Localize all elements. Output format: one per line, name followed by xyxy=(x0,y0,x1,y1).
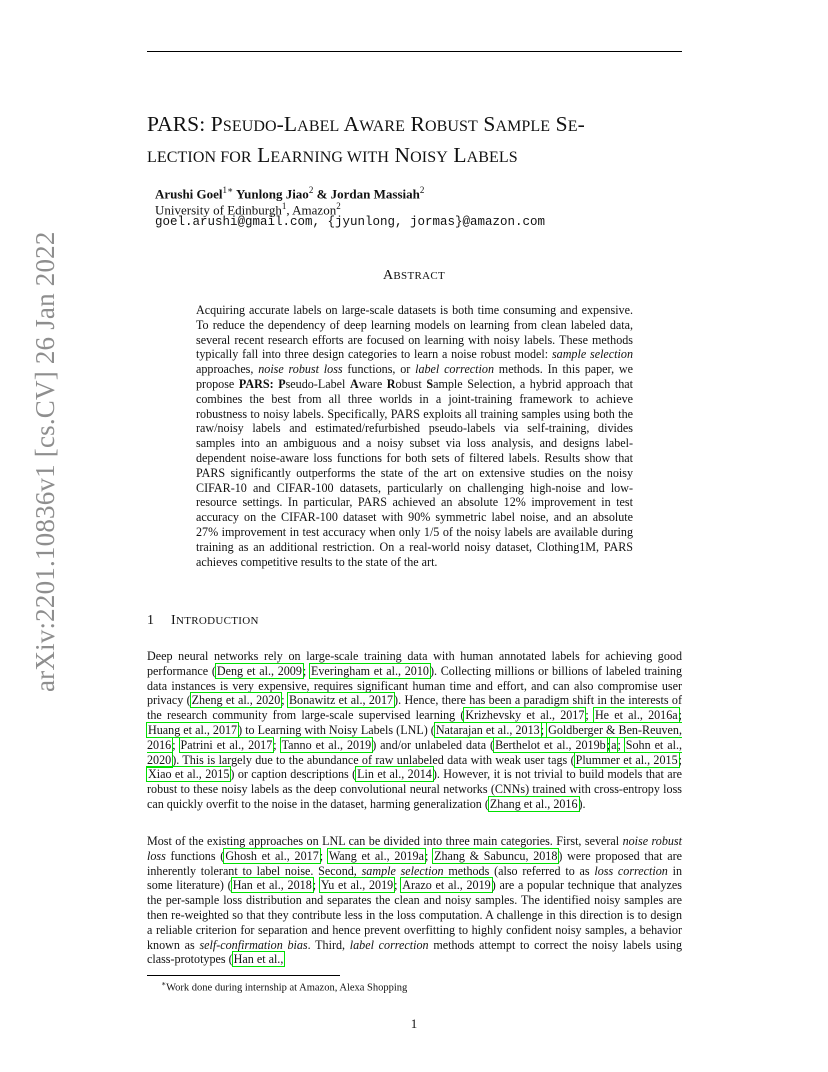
paragraph-text: ) are a popular technique that analyzes the per-sample loss distribution and separates the clean and noisy samples. The identified noisy samples are then re-weighted so that they contribute less in the loss computation. A challenge in this direction is to design a reliable criterion for separation and hence prevent overfitting to highly confident noisy samples, a behavior known as xyxy=(147,878,682,952)
citation-link[interactable]: Plummer et al., 2015 xyxy=(575,752,678,767)
paper-title xyxy=(147,110,692,172)
intro-paragraph-1 xyxy=(147,649,682,812)
separator: ; xyxy=(312,878,320,893)
paragraph-text: in some literature) ( xyxy=(147,863,682,893)
citation-link[interactable]: Wang et al., 2019a xyxy=(328,848,424,863)
top-rule xyxy=(147,51,682,52)
paragraph-text: Most of the existing approaches on LNL can be divided into three main categories. First, several xyxy=(147,834,623,848)
affiliation-2: Amazon xyxy=(292,202,337,218)
paragraph-emph: self-confirmation bias xyxy=(199,937,308,952)
separator: ; xyxy=(678,752,682,767)
section-number: 1 xyxy=(147,613,155,628)
author-1-affil: 1 xyxy=(222,185,228,195)
footnote xyxy=(161,977,407,995)
citation-link[interactable]: Han et al., xyxy=(233,952,284,967)
intro-paragraph-2 xyxy=(147,834,682,967)
separator: ; xyxy=(394,878,402,893)
citation-link[interactable]: Berthelot et al., 2019b xyxy=(495,737,606,752)
abstract-bold: S xyxy=(426,376,434,391)
citation-link[interactable]: Lin et al., 2014 xyxy=(357,767,432,782)
paragraph-text: ). xyxy=(578,796,586,811)
footnote-mark: ∗ xyxy=(161,979,167,988)
author-amp: & xyxy=(316,186,328,202)
citation-link[interactable]: Patrini et al., 2017 xyxy=(180,737,273,752)
citation-link[interactable]: Arazo et al., 2019 xyxy=(402,878,491,893)
author-2-affil: 2 xyxy=(308,185,314,195)
citation-link[interactable]: Xiao et al., 2015 xyxy=(148,767,230,782)
abstract-emph: sample selection xyxy=(551,347,633,362)
citation-link[interactable]: a xyxy=(611,737,617,752)
section-heading-introduction: 1 INTRODUCTION xyxy=(147,613,259,628)
separator: ; xyxy=(540,722,548,737)
citation-link[interactable]: Ghosh et al., 2017 xyxy=(225,848,319,863)
abstract-bold: PARS: P xyxy=(238,376,286,391)
paragraph-emph: noise robust loss xyxy=(147,834,682,863)
separator: ; xyxy=(172,737,180,752)
arxiv-watermark: arXiv:2201.10836v1 [cs.CV] 26 Jan 2022 xyxy=(30,231,60,692)
abstract-heading: ABSTRACT xyxy=(382,268,446,283)
abstract-body xyxy=(196,303,633,569)
separator: ; xyxy=(585,708,594,723)
citation-link[interactable]: Everingham et al., 2010 xyxy=(310,663,429,678)
abstract-text: ware xyxy=(358,376,387,391)
abstract-text: ample Selection, a hybrid approach that combines the best from all three worlds in a joint-training framework to achieve robustness to noisy labels. Specifically, PARS exploits all training samples using both the raw/noisy labels and estimated/refurbished pseudo-labels via self-training, divides samples into an ambiguous and a noisy subset via loss analysis, and designs label-dependent noise-aware loss functions for both sets of filtered labels. Results show that PARS significantly outperforms the state of the art on extensive studies on the noisy CIFAR-10 and CIFAR-100 datasets, particularly on challenging high-noise and low-resource settings. In particular, PARS achieved an absolute 12% improvement in test accuracy on the CIFAR-100 dataset with 90% symmetric label noise, and an absolute 27% improvement in test accuracy when only 1/5 of the noisy labels are available during training as an additional restriction. On a real-world noisy dataset, Clothing1M, PARS achieves competitive results to the state of the art. xyxy=(196,376,634,569)
citation-link[interactable]: He et al., 2016a xyxy=(594,708,678,723)
paragraph-text: functions ( xyxy=(165,848,225,863)
author-1: Arushi Goel xyxy=(155,186,223,202)
abstract-text: obust xyxy=(395,376,427,391)
separator: ; xyxy=(281,693,288,708)
citation-link[interactable]: Deng et al., 2009 xyxy=(216,663,302,678)
separator: ; xyxy=(302,663,310,678)
affiliations: University of Edinburgh$^1$, Amazon$^2$ xyxy=(155,201,341,218)
paragraph-text: ). Collecting millions or billions of labeled training data instances is very expensive, requires significant human time and effort, and can also compromise user privacy ( xyxy=(147,663,682,708)
abstract-text: functions, or xyxy=(342,362,416,377)
separator: ; xyxy=(617,737,625,752)
footnote-rule xyxy=(147,975,340,976)
citation-link[interactable]: Zhang & Sabuncu, 2018 xyxy=(434,848,558,863)
footnote-text: Work done during internship at Amazon, Alexa Shopping xyxy=(166,982,408,994)
paragraph-text: ) and/or unlabeled data ( xyxy=(372,737,495,752)
paragraph-text: methods (also referred to as xyxy=(443,863,595,878)
author-1-footnote-mark: ∗ xyxy=(227,185,234,195)
citation-link[interactable]: Zhang et al., 2016 xyxy=(489,796,578,811)
citation-link[interactable]: Krizhevsky et al., 2017 xyxy=(465,708,585,723)
paragraph-emph: loss correction xyxy=(594,863,668,878)
citation-link[interactable]: Yu et al., 2019 xyxy=(320,878,394,893)
paragraph-text: ) were proposed that are inherently tolerant to label noise. Second, xyxy=(147,848,683,878)
title-line-2: LECTION FOR LEARNING WITH NOISY LABELS xyxy=(147,143,518,167)
paragraph-text: . Third, xyxy=(307,937,350,952)
page-number: 1 xyxy=(410,1016,418,1031)
separator: ; xyxy=(606,737,611,752)
paragraph-text: ). However, it is not trivial to build models that are robust to these noisy labels as the deep convolutional neural networks (CNNs) trained with cross-entropy loss can quickly overfit to the noise in the dataset, harming generalization ( xyxy=(147,767,682,811)
affiliation-1: University of Edinburgh xyxy=(155,202,282,218)
citation-link[interactable]: Sohn et al., 2020 xyxy=(147,737,683,767)
author-2: Yunlong Jiao xyxy=(235,186,309,202)
citation-link[interactable]: Natarajan et al., 2013 xyxy=(435,722,540,737)
separator: ; xyxy=(424,848,434,863)
citation-link[interactable]: Goldberger & Ben-Reuven, 2016 xyxy=(147,722,682,752)
separator: ; xyxy=(319,848,328,863)
paragraph-text: Deep neural networks rely on large-scale training data with human annotated labels for achieving good performance ( xyxy=(147,649,682,678)
abstract-bold: R xyxy=(386,376,396,391)
separator: ; xyxy=(678,708,683,723)
abstract-emph: label correction xyxy=(415,362,494,377)
citation-link[interactable]: Han et al., 2018 xyxy=(232,878,312,893)
abstract-emph: noise robust loss xyxy=(258,362,343,377)
paragraph-text: ). Hence, there has been a paradigm shift in the interests of the research community from large-scale supervised learning ( xyxy=(147,693,682,723)
abstract-text: methods. In this paper, we propose xyxy=(196,362,633,391)
author-3-affil: 2 xyxy=(419,185,425,195)
author-emails: goel.arushi@gmail.com, {jyunlong, jormas}@amazon.com xyxy=(155,215,546,229)
title-line-1: PARS: PSEUDO-LABEL AWARE ROBUST SAMPLE SE- xyxy=(147,112,585,136)
paragraph-emph: label correction xyxy=(349,937,429,952)
abstract-text: seudo-Label xyxy=(285,376,350,391)
paragraph-text: methods attempt to correct the noisy labels using class-prototypes ( xyxy=(147,937,682,967)
abstract-text: Acquiring accurate labels on large-scale datasets is both time consuming and expensive. To reduce the dependency of deep learning models on learning from clean labeled data, several recent research efforts are focused on learning with noisy labels. These methods typically fall into three design categories to learn a noise robust model: xyxy=(196,303,633,362)
citation-link[interactable]: Bonawitz et al., 2017 xyxy=(288,693,394,708)
citation-link[interactable]: Huang et al., 2017 xyxy=(148,722,238,737)
abstract-text: approaches, xyxy=(196,362,259,377)
affiliation-1-sup: 1 xyxy=(281,201,287,211)
paragraph-text: ). This is largely due to the abundance of raw unlabeled data with weak user tags ( xyxy=(172,752,575,767)
separator: ; xyxy=(273,737,281,752)
paragraph-text: ) or caption descriptions ( xyxy=(230,767,357,782)
affiliation-2-sup: 2 xyxy=(336,201,341,211)
citation-link[interactable]: Zheng et al., 2020 xyxy=(191,693,281,708)
paragraph-text: ) to Learning with Noisy Labels (LNL) ( xyxy=(238,722,435,737)
paragraph-emph: sample selection xyxy=(361,863,444,878)
abstract-bold: A xyxy=(349,376,359,391)
author-3: Jordan Massiah xyxy=(330,186,420,202)
citation-link[interactable]: Tanno et al., 2019 xyxy=(281,737,372,752)
